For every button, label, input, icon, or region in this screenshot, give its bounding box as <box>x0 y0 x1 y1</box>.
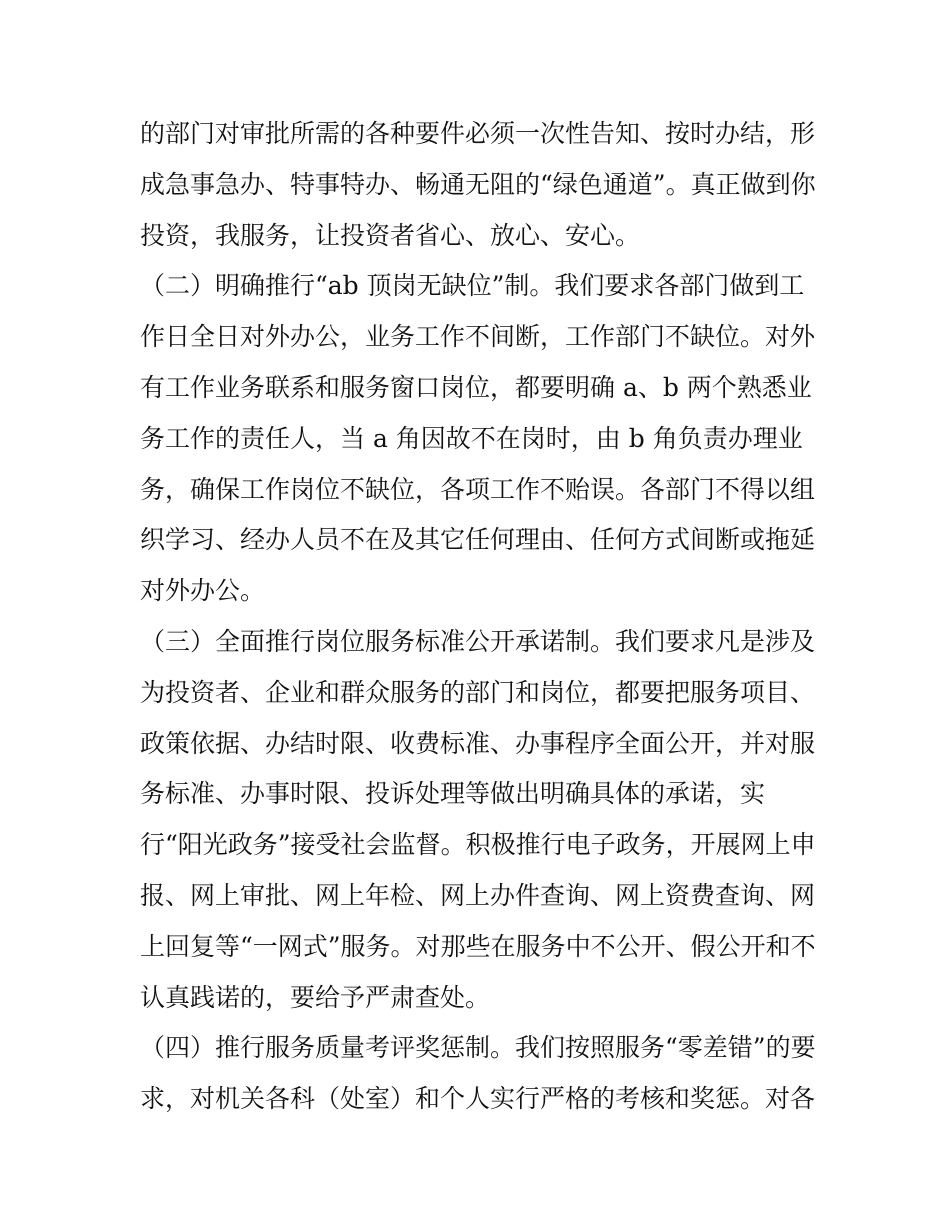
text-line: 对外办公。 <box>140 576 266 606</box>
text-line: 政策依据、办结时限、收费标准、办事程序全面公开，并对服 <box>140 728 816 758</box>
text-line: 行“阳光政务”接受社会监督。积极推行电子政务，开展网上申 <box>140 830 816 860</box>
text-line: （四）推行服务质量考评奖惩制。我们按照服务“零差错”的要 <box>140 1033 816 1063</box>
document-body <box>140 109 820 1125</box>
text-line: 认真践诺的，要给予严肃查处。 <box>140 982 491 1012</box>
text-line: 务标准、办事时限、投诉处理等做出明确具体的承诺，实 <box>140 779 766 809</box>
text-line: 投资，我服务，让投资者省心、放心、安心。 <box>140 220 641 250</box>
text-line: 作日全日对外办公，业务工作不间断，工作部门不缺位。对外 <box>140 322 816 352</box>
text-line: 的部门对审批所需的各种要件必须一次性告知、按时办结，形 <box>140 119 816 148</box>
text-line: 务，确保工作岗位不缺位，各项工作不贻误。各部门不得以组 <box>140 474 816 504</box>
text-line: 织学习、经办人员不在及其它任何理由、任何方式间断或拖延 <box>140 525 816 555</box>
text-line: （二）明确推行“ab 顶岗无缺位”制。我们要求各部门做到工 <box>140 271 805 301</box>
text-line: 务工作的责任人，当 a 角因故不在岗时，由 b 角负责办理业 <box>140 423 803 453</box>
text-line: 成急事急办、特事特办、畅通无阻的“绿色通道”。真正做到你 <box>140 169 816 199</box>
text-line: 上回复等“一网式”服务。对那些在服务中不公开、假公开和不 <box>140 931 816 961</box>
text-line: 求，对机关各科（处室）和个人实行严格的考核和奖惩。对各 <box>140 1084 816 1114</box>
text-line: 报、网上审批、网上年检、网上办件查询、网上资费查询、网 <box>140 880 816 910</box>
text-line: （三）全面推行岗位服务标准公开承诺制。我们要求凡是涉及 <box>140 626 816 656</box>
text-line: 有工作业务联系和服务窗口岗位，都要明确 a、b 两个熟悉业 <box>140 372 812 402</box>
text-line: 为投资者、企业和群众服务的部门和岗位，都要把服务项目、 <box>140 677 816 707</box>
